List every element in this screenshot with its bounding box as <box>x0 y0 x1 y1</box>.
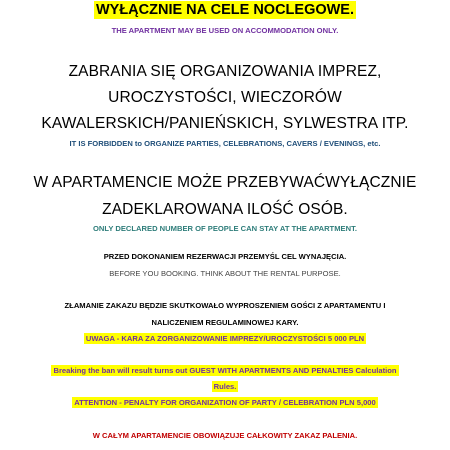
title-line <box>0 3 450 18</box>
before-booking-english: BEFORE YOU BOOKING. THINK ABOUT THE RENTAL PURPOSE. <box>109 269 341 278</box>
party-ban-line-3: KAWALERSKICH/PANIEŃSKICH, SYLWESTRA ITP. <box>41 115 409 132</box>
people-limit-english: ONLY DECLARED NUMBER OF PEOPLE CAN STAY AT THE APARTMENT. <box>93 224 357 233</box>
party-ban-english: IT IS FORBIDDEN to ORGANIZE PARTIES, CELEBRATIONS, CAVERS / EVENINGS, etc. <box>69 139 381 148</box>
penalty-polish: UWAGA - KARA ZA ZORGANIZOWANIE IMPREZY/UROCZYSTOŚCI 5 000 PLN <box>85 334 365 343</box>
breaking-ban-english-2: Rules. <box>213 382 237 391</box>
breaking-ban-english-1: Breaking the ban will result turns out GUEST WITH APARTMENTS AND PENALTIES Calculation <box>53 366 397 375</box>
title-english: THE APARTMENT MAY BE USED ON ACCOMMODATION ONLY. <box>111 26 339 35</box>
attention-english-line <box>0 399 450 407</box>
smoking-ban-polish: W CAŁYM APARTAMENCIE OBOWIĄZUJE CAŁKOWITY ZAKAZ PALENIA. <box>92 431 358 440</box>
party-ban-line-2: UROCZYSTOŚCI, WIECZORÓW <box>108 89 342 106</box>
attention-english: ATTENTION - PENALTY FOR ORGANIZATION OF PARTY / CELEBRATION PLN 5,000 <box>74 398 376 407</box>
people-limit-line-1: W APARTAMENCIE MOŻE PRZEBYWAĆWYŁĄCZNIE <box>33 174 417 191</box>
ban-consequence-line-2: NALICZENIEM REGULAMINOWEJ KARY. <box>151 318 299 327</box>
penalty-polish-line <box>0 335 450 343</box>
people-limit-line-2: ZADEKLAROWANA ILOŚĆ OSÓB. <box>102 201 348 218</box>
title-heading: WYŁĄCZNIE NA CELE NOCLEGOWE. <box>95 2 355 18</box>
ban-consequence-line-1: ZŁAMANIE ZAKAZU BĘDZIE SKUTKOWAŁO WYPROSZENIEM GOŚCI Z APARTAMENTU I <box>64 301 386 310</box>
breaking-ban-line-2 <box>0 383 450 391</box>
before-booking-polish: PRZED DOKONANIEM REZERWACJI PRZEMYŚL CEL WYNAJĘCIA. <box>103 252 347 261</box>
party-ban-line-1: ZABRANIA SIĘ ORGANIZOWANIA IMPREZ, <box>68 63 382 80</box>
breaking-ban-line-1 <box>0 367 450 375</box>
